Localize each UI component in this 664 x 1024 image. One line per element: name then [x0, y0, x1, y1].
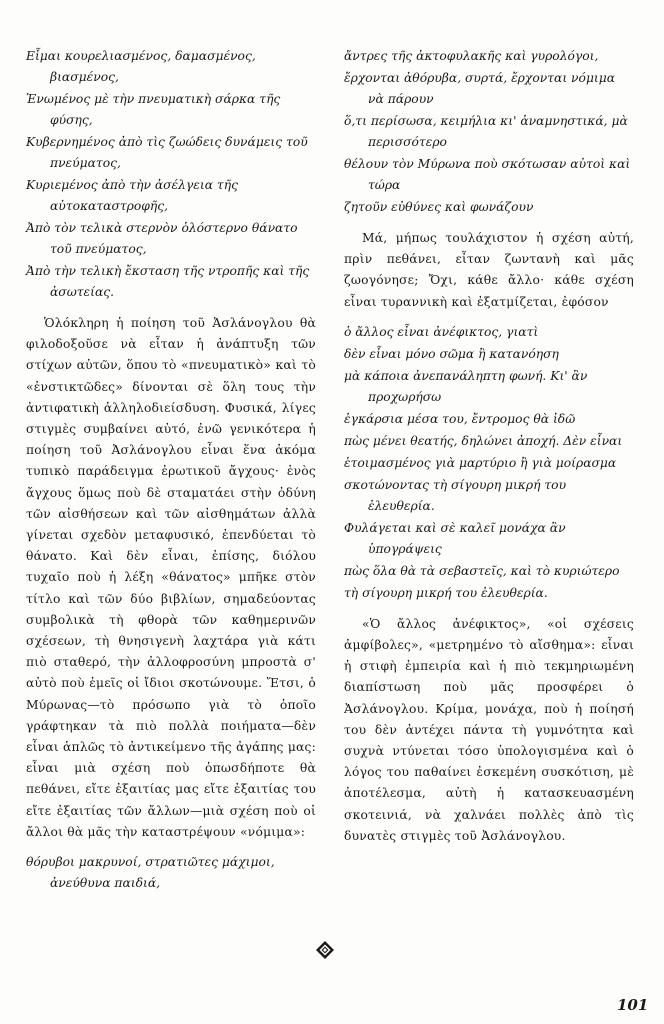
verse-line: ἔρχονται ἀθόρυβα, συρτά, ἔρχονται νόμιμα νὰ πάρουν — [344, 71, 616, 106]
verse-line: ἐγκάρσια μέσα του, ἔντρομος θὰ ἰδῶ — [344, 411, 576, 426]
verse-line: Κυβερνημένος ἀπὸ τὶς ζωώδεις δυνάμεις τοῦ πνεύματος, — [26, 135, 308, 170]
verse-line: Ἑνωμένος μὲ τὴν πνευματικὴ σάρκα τῆς φύσης, — [26, 92, 281, 127]
right-column — [344, 46, 634, 847]
verse-line: Ἀπὸ τὸν τελικὰ στερνὸν ὁλόστερνο θάνατο τοῦ πνεύματος, — [26, 221, 298, 256]
verse-line: Ἀπὸ τὴν τελικὴ ἔκσταση τῆς ντροπῆς καὶ τῆς ἀσωτείας. — [26, 264, 310, 299]
verse-line: ὅ,τι περίσωσα, κειμήλια κι' ἀναμνηστικά, μὰ περισσότερο — [344, 114, 628, 149]
page-number: 101 — [617, 996, 649, 1014]
prose-paragraph: «Ὁ ἄλλος ἀνέφικτος», «οἱ σχέσεις ἀμφίβολες», «μετρημένο τὸ αἴσθημα»: εἶναι ἡ στιφὴ ἐμπειρία καὶ ἡ πιὸ τεκμηριωμένη διαπίστωση ποὺ μᾶς προσφέρει ὁ Ἀσλάνογλου. Κρίμα, μονάχα, ποὺ ἡ ποίησή του δὲν ἀντέχει πάντα τὴ γυμνότητα καὶ συχνὰ ντύνεται τόσο ὑπολογισμένα καὶ ὁ λόγος του παθαίνει ἐσκεμένη συσκότιση, μὲ ἀποτέλεσμα, αὐτὴ ἡ κατασκευασμένη σκοτεινιά, νὰ χαλνάει πολλὲς ἀπὸ τὶς δυνατὲς στιγμὲς τοῦ Ἀσλάνογλου. — [344, 616, 634, 843]
verse-line: πὼς μένει θεατής, δηλώνει ἀποχή. Δὲν εἶναι — [344, 433, 623, 448]
verse-line: θόρυβοι μακρυνοί, στρατιῶτες μάχιμοι, ἀνεύθυνα παιδιά, — [26, 855, 275, 891]
verse-line: ζητοῦν εὐθύνες καὶ φωνάζουν — [344, 200, 534, 214]
prose-paragraph: Μά, μήπως τουλάχιστον ἡ σχέση αὐτή, πρὶν πεθάνει, εἶταν ζωντανὴ καὶ μᾶς ζωογόνησε; Ὄχι, κάθε ἄλλο· κάθε σχέση εἶναι τυραννικὴ καὶ ἐξατμίζεται, ἐφόσον — [344, 231, 634, 309]
verse-line: θέλουν τὸν Μύρωνα ποὺ σκότωσαν αὐτοὶ καὶ τώρα — [344, 157, 631, 192]
verse-line: μὰ κάποια ἀνεπανάληπτη φωνή. Κι' ἂν προχωρήσω — [344, 368, 588, 404]
verse-line: Φυλάγεται καὶ σὲ καλεῖ μονάχα ἂν ὑπογράψεις — [344, 520, 566, 556]
verse-line: Εἶμαι κουρελιασμένος, δαμασμένος, βιασμένος, — [26, 49, 256, 84]
verse-line: ὁ ἄλλος εἶναι ἀνέφικτος, γιατὶ — [344, 324, 539, 339]
verse-line: ἑτοιμασμένος γιὰ μαρτύριο ἢ γιὰ μοίρασμα — [344, 455, 617, 470]
verse-line: σκοτώνοντας τὴ σίγουρη μικρή του ἐλευθερία. — [344, 477, 567, 513]
verse-line: τὴ σίγουρη μικρή του ἐλευθερία. — [344, 585, 548, 600]
verse-block — [26, 46, 316, 303]
diamond-ornament-icon — [315, 940, 335, 960]
verse-line: πὼς ὅλα θὰ τὰ σεβαστεῖς, καὶ τὸ κυριώτερο — [344, 563, 620, 578]
verse-block — [344, 322, 634, 604]
verse-line: Κυριεμένος ἀπὸ τὴν ἀσέλγεια τῆς αὐτοκαταστροφῆς, — [26, 178, 238, 213]
verse-block — [26, 852, 316, 894]
verse-line: δὲν εἶναι μόνο σῶμα ἢ κατανόηση — [344, 346, 559, 361]
verse-line: ἄντρες τῆς ἀκτοφυλακῆς καὶ γυρολόγοι, — [344, 49, 599, 63]
left-column — [26, 46, 316, 895]
verse-block — [344, 46, 634, 218]
prose-paragraph: Ὁλόκληρη ἡ ποίηση τοῦ Ἀσλάνογλου θὰ φιλοδοξοῦσε νὰ εἶταν ἡ ἀνάπτυξη τῶν στίχων αὐτῶν, ὅπου τὸ «πνευματικὸ» καὶ τὸ «ἐνστικτῶδες» δίνονται σὲ ὅλη τους τὴν ἀντιφατικὴ ἀλληλοδιείσδυση. Φυσικά, λίγες στιγμὲς συμβαίνει αὐτό, ἐνῶ γενικότερα ἡ ποίηση τοῦ Ἀσλάνογλου εἶναι ἕνα ἀκόμα τυπικὸ παράδειγμα ἐρωτικοῦ ἄγχους· ἑνὸς ἄγχους ὅμως ποὺ δὲ σταματάει στὴν ὀδύνη τῶν αἰσθήσεων καὶ τῶν αἰσθημάτων ἀλλὰ γίνεται σχεδὸν μεταφυσικό, ἐπενδύεται τὸ θάνατο. Καὶ δὲν εἶναι, ἐπίσης, διόλου τυχαῖο ποὺ ἡ λέξη «θάνατος» μπῆκε στὸν τίτλο καὶ τῶν δύο βιβλίων, σημαδεύοντας συμβολικὰ τὴ φθορὰ τῶν καθημερινῶν σχέσεων, τὴ θνησιγενὴ λαχτάρα γιὰ κάτι πιὸ σταθερό, τὴν ἀλλοφροσύνη μπροστὰ σ' αὐτὸ ποὺ ἐμεῖς οἱ ἴδιοι σκοτώνουμε. Ἔτσι, ὁ Μύρωνας—τὸ πρόσωπο γιὰ τὸ ὁποῖο γράφτηκαν τὰ πιὸ πολλὰ ποιήματα—δὲν εἶναι ἁπλῶς τὸ ἀντικείμενο τῆς ἀγάπης μας: εἶναι μιὰ σχέση ποὺ ὁπωσδήποτε θὰ πεθάνει, εἴτε ἐξαιτίας μας εἴτε ἐξαιτίας του εἴτε ἐξαιτίας τῶν ἄλλων—μιὰ σχέση ποὺ οἱ ἄλλοι θὰ μᾶς τὴν καταστρέψουν «νόμιμα»: — [26, 316, 316, 839]
